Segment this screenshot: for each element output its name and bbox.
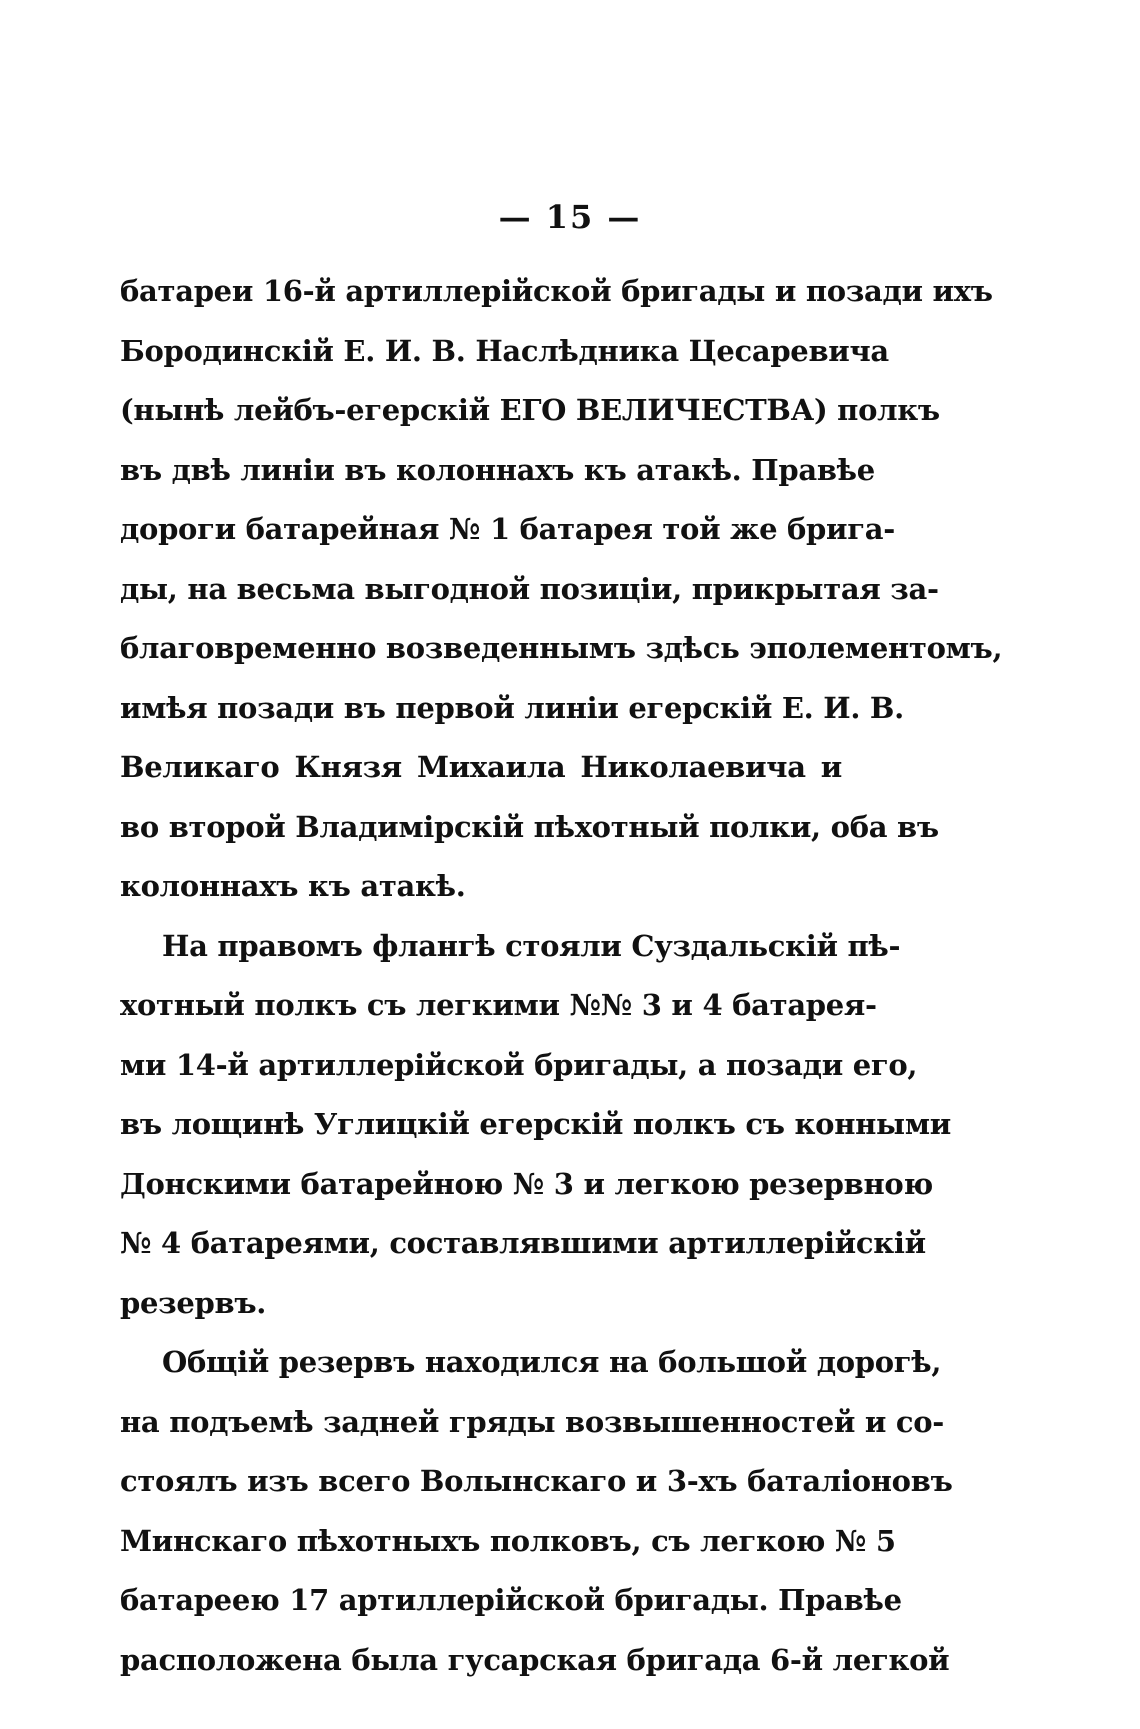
body-text [120, 262, 1003, 1690]
text-line: Бородинскій Е. И. В. Наслѣдника Цесаревича [120, 333, 889, 368]
text-line: расположена была гусарская бригада 6-й легкой [120, 1642, 950, 1677]
text-line: ми 14-й артиллерійской бригады, а позади его, [120, 1047, 918, 1082]
text-line: колоннахъ къ атакѣ. [120, 869, 466, 903]
text-line: Минскаго пѣхотныхъ полковъ, съ легкою № 5 [120, 1523, 896, 1558]
text-line: Донскими батарейною № 3 и легкою резервною [120, 1166, 933, 1201]
text-line: батареи 16-й артиллерійской бригады и позади ихъ [120, 274, 993, 308]
text-line: дороги батарейная № 1 батарея той же брига- [120, 512, 895, 546]
text-line: стоялъ изъ всего Волынскаго и 3-хъ баталіоновъ [120, 1464, 953, 1498]
text-line: № 4 батареями, составлявшими артиллерійскій [120, 1226, 926, 1260]
text-line: во второй Владимірскій пѣхотный полки, оба въ [120, 809, 939, 844]
page-number: — 15 — [498, 198, 642, 236]
text-line: благовременно возведеннымъ здѣсь эполементомъ, [120, 631, 1003, 665]
text-line: Великаго Князя Михаила Николаевича и [120, 750, 842, 784]
text-line: батареею 17 артиллерійской бригады. Правѣе [120, 1583, 902, 1617]
text-line: На правомъ флангѣ стояли Суздальскій пѣ- [162, 928, 901, 963]
text-line: на подъемѣ задней гряды возвышенностей и со- [120, 1404, 945, 1439]
text-line: въ двѣ линіи въ колоннахъ къ атакѣ. Правѣе [120, 452, 875, 487]
text-line: ды, на весьма выгодной позиціи, прикрытая за- [120, 571, 939, 606]
text-line: въ лощинѣ Углицкій егерскій полкъ съ конными [120, 1107, 951, 1141]
text-line: резервъ. [120, 1285, 267, 1320]
text-line: имѣя позади въ первой линіи егерскій Е. И. В. [120, 690, 904, 725]
text-line: Общій резервъ находился на большой дорогѣ, [162, 1345, 942, 1379]
text-line: хотный полкъ съ легкими №№ 3 и 4 батарея- [120, 988, 877, 1022]
text-line: (нынѣ лейбъ-егерскій ЕГО ВЕЛИЧЕСТВА) полкъ [120, 393, 940, 427]
